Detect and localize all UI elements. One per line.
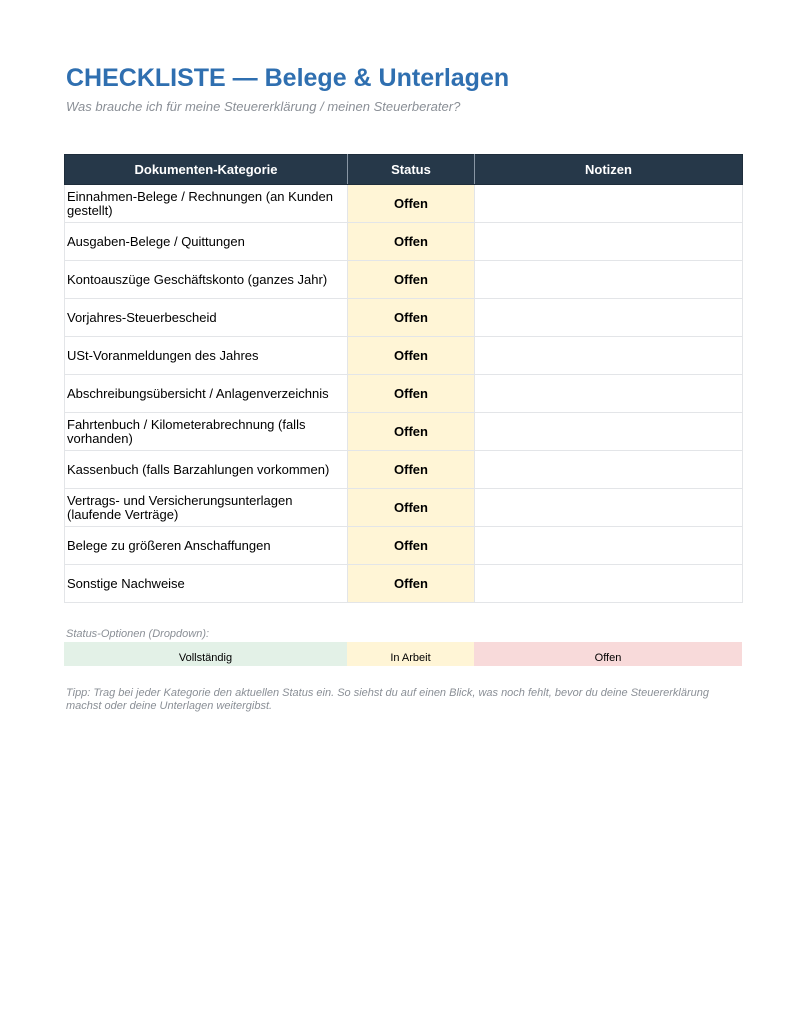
table-row xyxy=(65,413,743,451)
page-title: CHECKLISTE — Belege & Unterlagen xyxy=(66,64,510,92)
status-dropdown-cell[interactable]: Offen xyxy=(348,565,475,603)
notes-cell[interactable] xyxy=(475,223,743,261)
notes-cell[interactable] xyxy=(475,337,743,375)
category-cell: USt-Voranmeldungen des Jahres xyxy=(65,337,348,375)
status-dropdown-cell[interactable]: Offen xyxy=(348,489,475,527)
table-row xyxy=(65,337,743,375)
page-subtitle: Was brauche ich für meine Steuererklärung / meinen Steuerberater? xyxy=(66,99,461,114)
table-row xyxy=(65,375,743,413)
status-dropdown-cell[interactable]: Offen xyxy=(348,223,475,261)
table-row xyxy=(65,451,743,489)
tip-text: Tipp: Trag bei jeder Kategorie den aktuellen Status ein. So siehst du auf einen Blick, was noch fehlt, bevor du deine Steuererklärung machst oder deine Unterlagen weitergibst. xyxy=(66,687,709,712)
checklist-table xyxy=(64,154,743,603)
column-header-notes: Notizen xyxy=(475,155,743,185)
status-dropdown-cell[interactable]: Offen xyxy=(348,261,475,299)
table-row xyxy=(65,185,743,223)
status-option-complete: Vollständig xyxy=(64,642,347,666)
table-row xyxy=(65,489,743,527)
notes-cell[interactable] xyxy=(475,413,743,451)
column-header-status: Status xyxy=(348,155,475,185)
status-dropdown-cell[interactable]: Offen xyxy=(348,337,475,375)
notes-cell[interactable] xyxy=(475,565,743,603)
category-cell: Kassenbuch (falls Barzahlungen vorkommen) xyxy=(65,451,348,489)
category-cell: Ausgaben-Belege / Quittungen xyxy=(65,223,348,261)
status-dropdown-cell[interactable]: Offen xyxy=(348,451,475,489)
status-option-in-progress: In Arbeit xyxy=(347,642,474,666)
table-row xyxy=(65,261,743,299)
status-options-legend xyxy=(64,642,742,666)
status-dropdown-cell[interactable]: Offen xyxy=(348,413,475,451)
category-cell: Kontoauszüge Geschäftskonto (ganzes Jahr) xyxy=(65,261,348,299)
notes-cell[interactable] xyxy=(475,261,743,299)
status-dropdown-cell[interactable]: Offen xyxy=(348,375,475,413)
notes-cell[interactable] xyxy=(475,489,743,527)
table-header-row xyxy=(65,155,743,185)
notes-cell[interactable] xyxy=(475,185,743,223)
category-cell: Fahrtenbuch / Kilometerabrechnung (falls vorhanden) xyxy=(65,413,348,451)
status-dropdown-cell[interactable]: Offen xyxy=(348,527,475,565)
table-row xyxy=(65,527,743,565)
notes-cell[interactable] xyxy=(475,299,743,337)
category-cell: Vorjahres-Steuerbescheid xyxy=(65,299,348,337)
category-cell: Belege zu größeren Anschaffungen xyxy=(65,527,348,565)
notes-cell[interactable] xyxy=(475,451,743,489)
category-cell: Sonstige Nachweise xyxy=(65,565,348,603)
category-cell: Einnahmen-Belege / Rechnungen (an Kunden gestellt) xyxy=(65,185,348,223)
table-row xyxy=(65,223,743,261)
table-row xyxy=(65,299,743,337)
status-option-open: Offen xyxy=(474,642,742,666)
status-dropdown-cell[interactable]: Offen xyxy=(348,185,475,223)
table-row xyxy=(65,565,743,603)
status-dropdown-cell[interactable]: Offen xyxy=(348,299,475,337)
status-options-label: Status-Optionen (Dropdown): xyxy=(66,628,210,640)
column-header-category: Dokumenten-Kategorie xyxy=(65,155,348,185)
notes-cell[interactable] xyxy=(475,375,743,413)
notes-cell[interactable] xyxy=(475,527,743,565)
category-cell: Abschreibungsübersicht / Anlagenverzeichnis xyxy=(65,375,348,413)
category-cell: Vertrags- und Versicherungsunterlagen (laufende Verträge) xyxy=(65,489,348,527)
